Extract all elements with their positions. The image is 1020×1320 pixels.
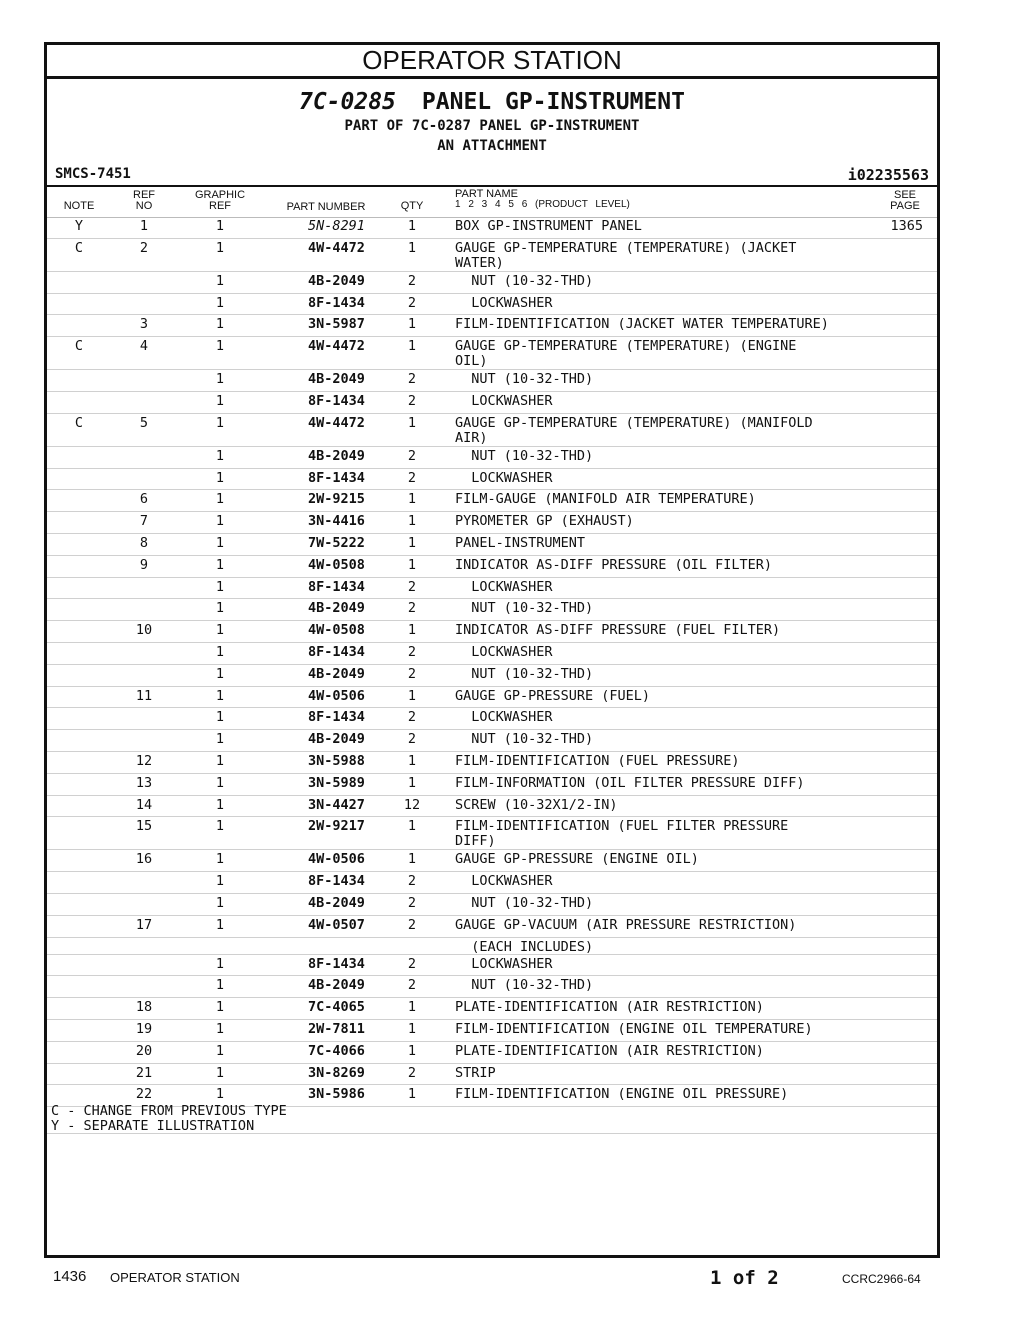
row-qty: 2 <box>407 578 417 595</box>
row-part-number: 4B-2049 <box>308 977 365 994</box>
row-graphic-ref: 1 <box>215 1064 225 1081</box>
row-qty: 1 <box>407 513 417 530</box>
row-graphic-ref: 1 <box>215 977 225 994</box>
row-graphic-ref: 1 <box>215 999 225 1016</box>
row-graphic-ref: 1 <box>215 687 225 704</box>
row-ref-no: 2 <box>139 239 149 256</box>
row-graphic-ref: 1 <box>215 752 225 769</box>
row-ref-no: 20 <box>135 1042 153 1059</box>
part-name-title: PANEL GP-INSTRUMENT <box>421 89 686 115</box>
row-ref-no: 9 <box>139 556 149 573</box>
table-row <box>47 315 937 337</box>
table-row <box>47 894 937 916</box>
row-ref-no: 21 <box>135 1064 153 1081</box>
row-part-number: 4W-0506 <box>308 851 365 868</box>
table-row <box>47 578 937 600</box>
row-part-number: 8F-1434 <box>308 294 365 311</box>
row-part-number: 4B-2049 <box>308 894 365 911</box>
row-qty: 1 <box>407 218 417 234</box>
note-change: C - CHANGE FROM PREVIOUS TYPE <box>51 1103 287 1119</box>
footer-page-of: 1 of 2 <box>710 1267 779 1289</box>
row-qty: 2 <box>407 272 417 289</box>
row-see-page: 1365 <box>890 218 923 234</box>
row-note: Y <box>74 218 84 234</box>
col-qty: QTY <box>400 200 424 212</box>
row-qty: 1 <box>407 316 417 333</box>
row-ref-no: 19 <box>135 1020 153 1037</box>
row-qty: 1 <box>407 851 417 868</box>
row-part-number: 4B-2049 <box>308 665 365 682</box>
table-row <box>47 796 937 818</box>
row-qty: 1 <box>407 752 417 769</box>
table-row <box>47 294 937 316</box>
col-see-b: PAGE <box>890 200 920 212</box>
parts-table <box>47 217 937 1107</box>
row-part-number: 4W-0507 <box>308 916 365 933</box>
table-row <box>47 534 937 556</box>
row-part-name: PANEL-INSTRUMENT <box>455 534 586 551</box>
row-ref-no: 3 <box>139 316 149 333</box>
row-qty: 2 <box>407 894 417 911</box>
row-part-name: NUT (10-32-THD) <box>455 600 594 617</box>
row-qty: 1 <box>407 534 417 551</box>
row-qty: 2 <box>407 731 417 748</box>
row-part-name: LOCKWASHER <box>455 873 553 890</box>
row-part-number: 3N-4427 <box>308 796 365 813</box>
table-row <box>47 512 937 534</box>
col-part-name: PART NAME <box>455 188 518 200</box>
col-ref-b: NO <box>135 200 153 212</box>
footer-page-number: 1436 <box>53 1268 87 1285</box>
row-qty: 1 <box>407 1042 417 1059</box>
row-graphic-ref: 1 <box>215 534 225 551</box>
row-part-number: 4B-2049 <box>308 272 365 289</box>
row-qty: 1 <box>407 1020 417 1037</box>
row-qty: 1 <box>407 999 417 1016</box>
table-row <box>47 599 937 621</box>
row-part-name: PYROMETER GP (EXHAUST) <box>455 513 634 530</box>
row-part-name: INDICATOR AS-DIFF PRESSURE (OIL FILTER) <box>455 556 772 573</box>
row-part-number: 3N-5989 <box>308 774 365 791</box>
row-part-name: GAUGE GP-TEMPERATURE (TEMPERATURE) (MANIFOLD <box>455 414 813 431</box>
row-part-name: NUT (10-32-THD) <box>455 371 594 388</box>
row-part-name: GAUGE GP-PRESSURE (FUEL) <box>455 687 651 704</box>
row-graphic-ref: 1 <box>215 1086 225 1103</box>
row-graphic-ref: 1 <box>215 873 225 890</box>
table-row <box>47 414 937 447</box>
row-part-name-cont: AIR) <box>455 429 488 446</box>
row-part-name-cont: OIL) <box>455 353 488 370</box>
row-part-number: 4W-4472 <box>308 239 365 256</box>
row-part-number: 3N-8269 <box>308 1064 365 1081</box>
column-header <box>47 185 937 218</box>
row-ref-no: 6 <box>139 491 149 508</box>
row-part-number: 4W-4472 <box>308 338 365 355</box>
row-part-name: LOCKWASHER <box>455 469 553 486</box>
row-part-number: 7W-5222 <box>308 534 365 551</box>
row-ref-no: 14 <box>135 796 153 813</box>
row-graphic-ref: 1 <box>215 272 225 289</box>
col-note: NOTE <box>63 200 95 212</box>
table-row <box>47 730 937 752</box>
table-row <box>47 272 937 294</box>
row-graphic-ref: 1 <box>215 316 225 333</box>
row-graphic-ref: 1 <box>215 916 225 933</box>
row-part-number: 3N-4416 <box>308 513 365 530</box>
row-part-name: FILM-INFORMATION (OIL FILTER PRESSURE DIFF) <box>455 774 805 791</box>
row-qty: 1 <box>407 818 417 835</box>
row-graphic-ref: 1 <box>215 600 225 617</box>
col-graphic-a: GRAPHIC <box>194 189 246 201</box>
row-qty: 2 <box>407 469 417 486</box>
row-part-number: 2W-9217 <box>308 818 365 835</box>
row-part-number: 4W-4472 <box>308 414 365 431</box>
table-row <box>47 490 937 512</box>
row-part-number: 4W-0508 <box>308 556 365 573</box>
row-qty: 2 <box>407 665 417 682</box>
row-part-number: 4W-0508 <box>308 622 365 639</box>
row-graphic-ref: 1 <box>215 709 225 726</box>
row-graphic-ref: 1 <box>215 894 225 911</box>
row-graphic-ref: 1 <box>215 1020 225 1037</box>
row-graphic-ref: 1 <box>215 622 225 639</box>
row-graphic-ref: 1 <box>215 513 225 530</box>
row-part-name: NUT (10-32-THD) <box>455 731 594 748</box>
row-note: C <box>74 239 84 256</box>
row-part-number: 7C-4065 <box>308 999 365 1016</box>
row-part-name: LOCKWASHER <box>455 643 553 660</box>
row-part-name: NUT (10-32-THD) <box>455 894 594 911</box>
table-row <box>47 817 937 850</box>
table-row <box>47 1020 937 1042</box>
row-qty: 1 <box>407 239 417 256</box>
table-row <box>47 850 937 872</box>
row-ref-no: 1 <box>139 218 149 234</box>
table-row <box>47 337 937 370</box>
row-part-name: BOX GP-INSTRUMENT PANEL <box>455 218 642 234</box>
illustration-id: i02235563 <box>847 166 929 184</box>
row-qty: 2 <box>407 709 417 726</box>
row-part-number: 4B-2049 <box>308 731 365 748</box>
row-graphic-ref: 1 <box>215 218 225 234</box>
col-part-number: PART NUMBER <box>286 201 366 213</box>
row-part-name: NUT (10-32-THD) <box>455 272 594 289</box>
row-part-name: FILM-IDENTIFICATION (FUEL PRESSURE) <box>455 752 740 769</box>
row-graphic-ref: 1 <box>215 774 225 791</box>
part-of-line: PART OF 7C-0287 PANEL GP-INSTRUMENT <box>344 118 640 134</box>
row-qty: 1 <box>407 774 417 791</box>
row-graphic-ref: 1 <box>215 414 225 431</box>
row-graphic-ref: 1 <box>215 665 225 682</box>
table-row <box>47 665 937 687</box>
row-graphic-ref: 1 <box>215 338 225 355</box>
row-part-name: LOCKWASHER <box>455 294 553 311</box>
table-row <box>47 976 937 998</box>
col-product-levels: 1 2 3 4 5 6 (PRODUCT LEVEL) <box>455 199 630 210</box>
row-qty: 2 <box>407 447 417 464</box>
row-qty: 1 <box>407 414 417 431</box>
table-row <box>47 643 937 665</box>
row-part-name: FILM-IDENTIFICATION (JACKET WATER TEMPERATURE) <box>455 316 829 333</box>
col-see-a: SEE <box>893 189 916 201</box>
row-part-number: 7C-4066 <box>308 1042 365 1059</box>
col-ref-a: REF <box>133 189 155 201</box>
row-part-number: 3N-5988 <box>308 752 365 769</box>
row-graphic-ref: 1 <box>215 447 225 464</box>
table-row <box>47 392 937 414</box>
row-qty: 1 <box>407 338 417 355</box>
row-part-number: 2W-9215 <box>308 491 365 508</box>
table-row <box>47 687 937 709</box>
row-graphic-ref: 1 <box>215 643 225 660</box>
row-graphic-ref: 1 <box>215 796 225 813</box>
row-part-name: SCREW (10-32X1/2-IN) <box>455 796 618 813</box>
table-row <box>47 621 937 643</box>
row-graphic-ref: 1 <box>215 851 225 868</box>
row-part-name: GAUGE GP-TEMPERATURE (TEMPERATURE) (ENGINE <box>455 338 797 355</box>
row-part-name: (EACH INCLUDES) <box>455 938 594 955</box>
row-part-name: NUT (10-32-THD) <box>455 665 594 682</box>
table-row <box>47 469 937 491</box>
row-graphic-ref: 1 <box>215 491 225 508</box>
row-qty: 2 <box>407 1064 417 1081</box>
row-ref-no: 12 <box>135 752 153 769</box>
table-row <box>47 708 937 730</box>
row-part-name-cont: WATER) <box>455 254 504 271</box>
table-row <box>47 955 937 977</box>
row-part-number: 8F-1434 <box>308 392 365 409</box>
row-part-number: 8F-1434 <box>308 578 365 595</box>
row-part-number: 5N-8291 <box>308 218 365 234</box>
row-graphic-ref: 1 <box>215 731 225 748</box>
row-part-name: LOCKWASHER <box>455 955 553 972</box>
row-part-number: 8F-1434 <box>308 643 365 660</box>
row-part-number: 8F-1434 <box>308 469 365 486</box>
row-qty: 2 <box>407 977 417 994</box>
row-qty: 1 <box>407 622 417 639</box>
row-graphic-ref: 1 <box>215 392 225 409</box>
row-part-name: NUT (10-32-THD) <box>455 977 594 994</box>
row-ref-no: 7 <box>139 513 149 530</box>
table-row <box>47 752 937 774</box>
row-part-number: 4B-2049 <box>308 600 365 617</box>
table-row <box>47 239 937 272</box>
col-graphic-b: REF <box>209 200 231 212</box>
row-part-number: 2W-7811 <box>308 1020 365 1037</box>
part-number-title: 7C-0285 <box>298 89 396 115</box>
footer-section: OPERATOR STATION <box>110 1270 240 1285</box>
row-note: C <box>74 338 84 355</box>
row-part-name: FILM-GAUGE (MANIFOLD AIR TEMPERATURE) <box>455 491 756 508</box>
row-graphic-ref: 1 <box>215 955 225 972</box>
row-part-number: 4B-2049 <box>308 447 365 464</box>
table-row <box>47 556 937 578</box>
table-row <box>47 447 937 469</box>
table-row <box>47 872 937 894</box>
notes-legend <box>51 1104 287 1134</box>
row-graphic-ref: 1 <box>215 818 225 835</box>
note-separate: Y - SEPARATE ILLUSTRATION <box>51 1118 255 1134</box>
row-part-name: GAUGE GP-TEMPERATURE (TEMPERATURE) (JACKET <box>455 239 797 256</box>
row-part-number: 4B-2049 <box>308 371 365 388</box>
row-part-name-cont: DIFF) <box>455 833 496 850</box>
row-qty: 2 <box>407 643 417 660</box>
row-qty: 2 <box>407 392 417 409</box>
row-part-name: GAUGE GP-VACUUM (AIR PRESSURE RESTRICTION) <box>455 916 797 933</box>
row-note: C <box>74 414 84 431</box>
row-part-number: 8F-1434 <box>308 955 365 972</box>
row-part-name: NUT (10-32-THD) <box>455 447 594 464</box>
row-ref-no: 4 <box>139 338 149 355</box>
row-graphic-ref: 1 <box>215 578 225 595</box>
row-graphic-ref: 1 <box>215 239 225 256</box>
row-ref-no: 18 <box>135 999 153 1016</box>
table-row <box>47 1064 937 1086</box>
row-part-name: GAUGE GP-PRESSURE (ENGINE OIL) <box>455 851 699 868</box>
row-part-name: PLATE-IDENTIFICATION (AIR RESTRICTION) <box>455 1042 764 1059</box>
row-part-name: FILM-IDENTIFICATION (ENGINE OIL TEMPERATURE) <box>455 1020 813 1037</box>
row-ref-no: 11 <box>135 687 153 704</box>
row-graphic-ref: 1 <box>215 371 225 388</box>
row-ref-no: 16 <box>135 851 153 868</box>
row-ref-no: 8 <box>139 534 149 551</box>
row-graphic-ref: 1 <box>215 1042 225 1059</box>
table-row <box>47 916 937 938</box>
row-qty: 1 <box>407 556 417 573</box>
row-qty: 2 <box>407 371 417 388</box>
row-part-name: PLATE-IDENTIFICATION (AIR RESTRICTION) <box>455 999 764 1016</box>
table-row <box>47 1042 937 1064</box>
row-graphic-ref: 1 <box>215 556 225 573</box>
row-qty: 2 <box>407 600 417 617</box>
row-graphic-ref: 1 <box>215 294 225 311</box>
row-part-number: 3N-5987 <box>308 316 365 333</box>
row-ref-no: 5 <box>139 414 149 431</box>
table-row <box>47 998 937 1020</box>
row-part-name: FILM-IDENTIFICATION (FUEL FILTER PRESSURE <box>455 818 789 835</box>
part-title <box>47 89 937 115</box>
row-part-name: STRIP <box>455 1064 496 1081</box>
row-ref-no: 13 <box>135 774 153 791</box>
row-part-name: LOCKWASHER <box>455 709 553 726</box>
row-part-name: LOCKWASHER <box>455 392 553 409</box>
notes-divider <box>47 1133 937 1134</box>
row-part-name: INDICATOR AS-DIFF PRESSURE (FUEL FILTER) <box>455 622 781 639</box>
row-qty: 2 <box>407 294 417 311</box>
row-ref-no: 22 <box>135 1086 153 1103</box>
row-qty: 1 <box>407 687 417 704</box>
row-qty: 12 <box>403 796 421 813</box>
row-qty: 2 <box>407 955 417 972</box>
footer-code: CCRC2966-64 <box>842 1272 921 1286</box>
row-ref-no: 15 <box>135 818 153 835</box>
row-qty: 1 <box>407 491 417 508</box>
row-qty: 2 <box>407 873 417 890</box>
table-row <box>47 774 937 796</box>
attachment-line: AN ATTACHMENT <box>437 138 547 154</box>
row-part-name: LOCKWASHER <box>455 578 553 595</box>
row-part-number: 4W-0506 <box>308 687 365 704</box>
row-qty: 1 <box>407 1086 417 1103</box>
row-part-number: 8F-1434 <box>308 873 365 890</box>
table-row <box>47 370 937 392</box>
row-ref-no: 17 <box>135 916 153 933</box>
row-qty: 2 <box>407 916 417 933</box>
row-part-name: FILM-IDENTIFICATION (ENGINE OIL PRESSURE) <box>455 1086 789 1103</box>
row-ref-no: 10 <box>135 622 153 639</box>
table-row <box>47 938 937 955</box>
section-title: OPERATOR STATION <box>47 45 937 79</box>
smcs-code: SMCS-7451 <box>55 166 131 182</box>
table-row <box>47 217 937 239</box>
row-part-number: 3N-5986 <box>308 1086 365 1103</box>
row-part-number: 8F-1434 <box>308 709 365 726</box>
row-graphic-ref: 1 <box>215 469 225 486</box>
document-frame <box>44 42 940 1258</box>
